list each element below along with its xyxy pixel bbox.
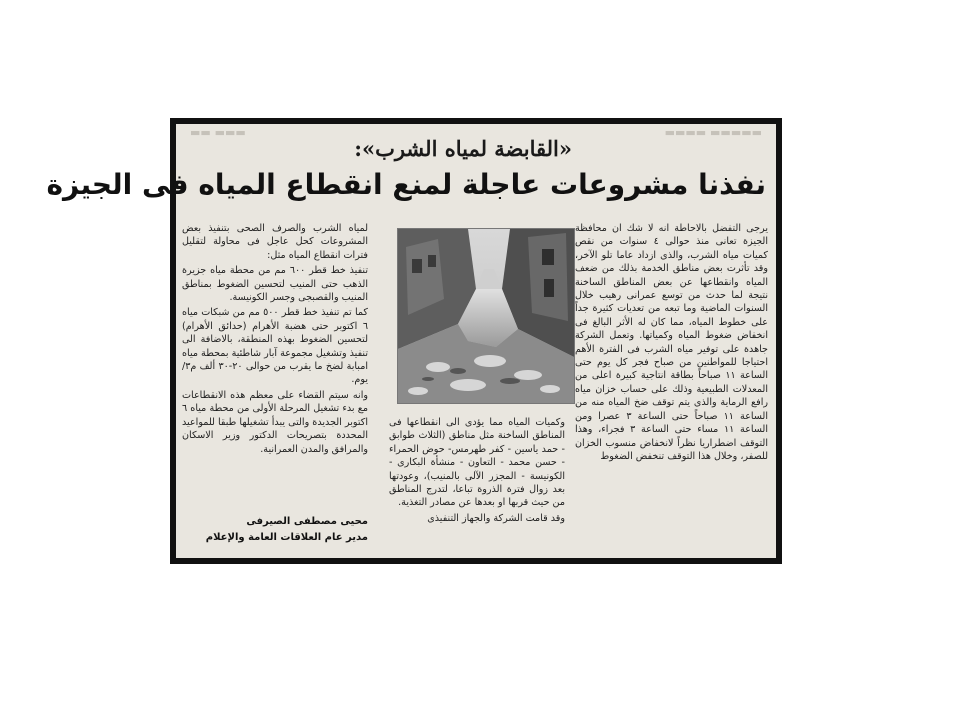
paragraph: وانه سيتم القضاء على معظم هذه الانقطاعات مع بدء تشغيل المرحلة الأولى من محطة مياه ٦ اكتوبر الجديدة والتى يبدأ تشغيلها طبقا للمواعيد المحددة بتصريحات الدكتور وزير الاسكان والمرافق والمدن العمرانية. bbox=[182, 389, 368, 455]
signature-title: مدير عام العلاقات العامة والإعلام bbox=[205, 532, 368, 543]
newspaper-clipping bbox=[46, 118, 782, 564]
article-kicker: «القابضة لمياه الشرب»: bbox=[354, 136, 572, 161]
newspaper-page bbox=[46, 124, 776, 558]
article-column-right bbox=[575, 222, 768, 465]
paragraph: تنفيذ خط قطر ٦٠٠ مم من محطة مياه جزيرة الذهب حتى المنيب لتحسين الضغوط بمناطق المنيب والقصبجى وجسر الكونيسة. bbox=[182, 265, 368, 304]
article-photo bbox=[397, 228, 575, 404]
signature-name: محيى مصطفى الصيرفى bbox=[246, 516, 368, 527]
paragraph: وقد قامت الشركة والجهاز التنفيذى bbox=[427, 512, 565, 524]
paragraph: يرجى التفضل بالاحاطة انه لا شك ان محافظة الجيزة تعانى منذ حوالى ٤ سنوات من نقص كميات مياه الشرب، والذى ازداد عاما تلو الآخر، وقد تأثرت بعض مناطق الخدمة بذلك من ضعف المياه وانقطاعها عن بعض المناطق الساخنة نتيجة لما حدث من توسع عمرانى رهيب خلال السنوات الماضية وما تبعه من تعديات كثيرة جداً على خطوط المياه، مما كان له الأثر البالغ فى انخفاض ضغوط المياه وكمياتها. وتعمل الشركة جاهدة على توفير مياه الشرب فى الفترة الأهم احتياجا للمواطنين من صباح فجر كل يوم حتى الساعة ١١ صباحاً بطاقة انتاجية كبيرة اعلى من المعدلات الطبيعية وذلك على حساب خزان مياه رافع الرماية والذى يتم توقف ضخ المياه منه من الساعة ١١ صباحاً حتى الساعة ٣ عصرا ومن الساعة ١١ مساء حتى الساعة ٣ فجراء، وهذا التوقف اضطراريا نظراً لانخفاض منسوب الخزان للصفر، وخلال هذا التوقف تنخفض الضغوط bbox=[575, 223, 768, 462]
paragraph: لمياه الشرب والصرف الصحى بتنفيذ بعض المشروعات كحل عاجل فى محاولة لتقليل فترات انقطاع المياه مثل: bbox=[182, 223, 368, 261]
paragraph: وكميات المياه مما يؤدى الى انقطاعها فى المناطق الساخنة مثل مناطق (الثلاث طوابق - حمد ياسين - كفر طهرمس- حوض الحمراء - حسن محمد - التعاون - منشأة البكارى - الكونيسة - المجزر الآلى بالمنيب)، وعودتها بعد زوال فترة الذروة تباعا، لتدرج المناطق من حيث قربها او بعدها عن مصادر التغذية. bbox=[389, 417, 565, 509]
article-column-middle bbox=[389, 416, 565, 527]
article-headline: نفذنا مشروعات عاجلة لمنع انقطاع المياه فى الجيزة bbox=[46, 168, 766, 201]
article-column-left bbox=[182, 222, 368, 458]
bleed-through-text: ▬▬ ▬▬▬ ▬▬▬▬ ▬▬▬▬▬ bbox=[190, 126, 762, 139]
canal-street-photo-icon bbox=[398, 229, 574, 403]
paragraph: كما تم تنفيذ خط قطر ٥٠٠ مم من شبكات مياه ٦ اكتوبر حتى هضبة الأهرام (حدائق الأهرام) لتحسين الضغوط بهذه المنطقة، بالاضافة الى تنفيذ وتشغيل مجموعة آبار شاطئية بمحطة مياه امبابة لضخ ما يقرب من حوالى ٢٠-٣٠ ألف م٣/ يوم. bbox=[182, 307, 369, 386]
